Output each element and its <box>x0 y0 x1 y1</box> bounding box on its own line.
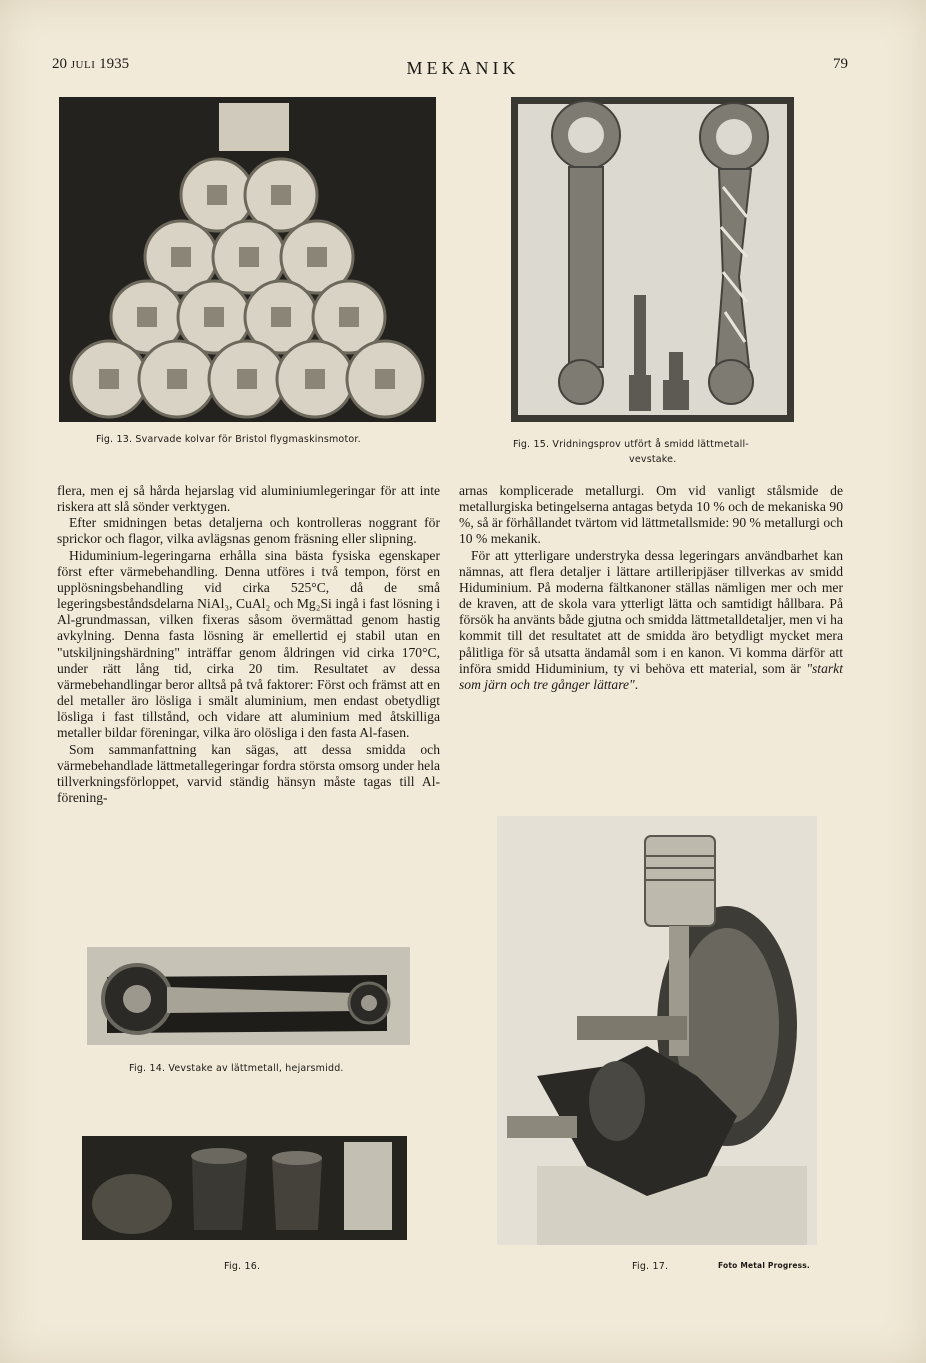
fig16-photo <box>82 1136 407 1240</box>
fig13-photo <box>59 97 436 422</box>
right-paragraph: arnas komplicerade metallurgi. Om vid vanligt stålsmide de metallurgiska betingelserna antagas betyda 10 % och de mekaniska 90 %, så är förhållandet tvärtom vid lättmetallsmide: 90 % metallurgi och 10 % mekanik. <box>459 483 843 547</box>
right-paragraph-text: För att ytterligare understryka dessa legeringars användbarhet kan nämnas, att flera detaljer i lättare artilleripjäser tillverkas av smidd Hiduminium. På moderna fältkanoner ställas nämligen mer och mer de kraven, att de skola vara ytterligt lätta och samtidigt hållbara. På försök ha använts både gjutna och smidda lättmetalldetaljer, men vi ha kommit till det resultatet att de smidda äro betydligt mycket mera pålitliga för så utsatta ändamål som i en kanon. Vi komma därför att införa smidd Hiduminium, ty vi behöva ett material, som är <box>459 547 843 676</box>
left-column <box>57 483 440 806</box>
fig13-caption: Fig. 13. Svarvade kolvar för Bristol flygmaskinsmotor. <box>96 434 361 445</box>
fig14-caption: Fig. 14. Vevstake av lättmetall, hejarsmidd. <box>129 1063 344 1074</box>
fig15-caption-line1: Fig. 15. Vridningsprov utfört å smidd lättmetall- <box>513 439 749 450</box>
left-paragraph: flera, men ej så hårda hejarslag vid aluminiumlegeringar för att inte riskera att slå sönder verktygen. <box>57 483 440 515</box>
right-column <box>459 483 843 693</box>
fig15-photo <box>511 97 794 422</box>
fig17-caption: Fig. 17. <box>632 1261 669 1272</box>
left-paragraph: Efter smidningen betas detaljerna och kontrolleras noggrant för sprickor och flagor, vilka avlägsnas genom fräsning eller slipning. <box>57 515 440 547</box>
right-paragraph <box>459 548 843 693</box>
fig16-caption: Fig. 16. <box>224 1261 261 1272</box>
date-day: 20 <box>52 56 67 72</box>
quote-text: "starkt som järn och tre gånger lättare" <box>459 660 843 692</box>
fig17-photo <box>497 816 817 1245</box>
date-month: JULI <box>70 59 96 71</box>
left-paragraph: Som sammanfattning kan sägas, att dessa smidda och värmebehandlade lättmetallegeringar fordra största omsorg under hela tillverkningsförloppet, varvid ständig hänsyn måste tagas till Al-förening- <box>57 741 440 805</box>
fig14-photo <box>87 947 410 1045</box>
fig17-credit: Foto Metal Progress. <box>718 1261 810 1270</box>
left-paragraph: Hiduminium-legeringarna erhålla sina bästa fysiska egenskaper först efter värmebehandling. Denna utföres i två tempon, först en upplösningsbehandling vid cirka 525°C, då de små legeringsbeståndsdelarna NiAl₃, CuAl₂ och Mg₂Si ingå i fast lösning i Al-grundmassan, vilken fixeras såsom övermättad genom hastig avkylning. Denna fasta lösning är emellertid ej stabil utan en "utskiljningshärdning" inträffar genom åldringen vid cirka 170°C, under rätt lång tid, cirka 20 tim. Resultatet av dessa värmebehandlingar beror alltså på två faktorer: Först och främst att en del metaller äro lösliga i smält aluminium, men endast obetydligt lösliga i fast tillstånd, och vidare att aluminium med åtskilliga metaller bildar föreningar, vilka äro olösliga i den fasta Al-fasen. <box>57 547 440 741</box>
journal-title: MEKANIK <box>406 58 520 78</box>
page-number: 79 <box>833 56 848 72</box>
paragraph-end: . <box>634 676 639 692</box>
date-year: 1935 <box>99 56 130 72</box>
fig15-caption-line2: vevstake. <box>629 454 677 465</box>
